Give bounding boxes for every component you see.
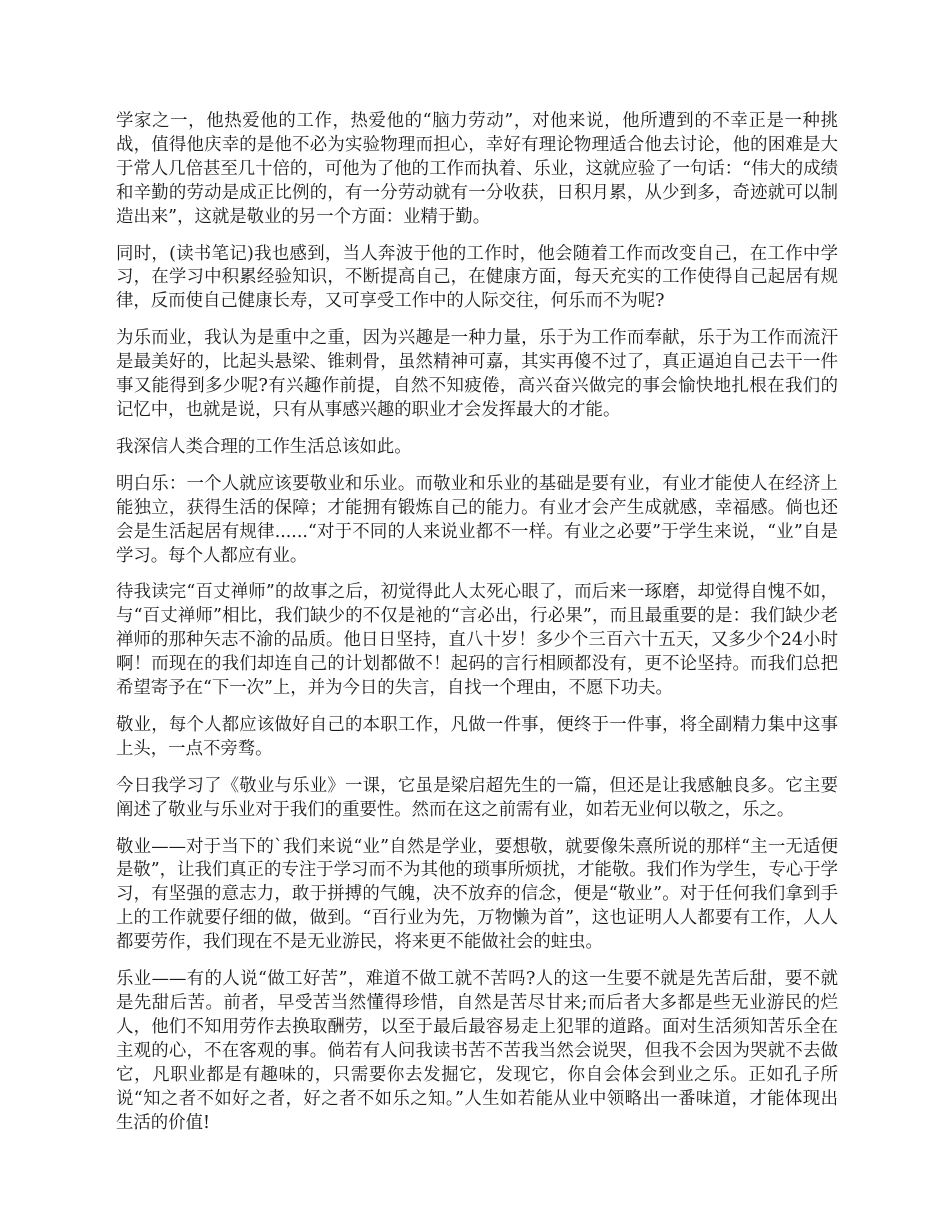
paragraph-9: 敬业——对于当下的`我们来说“业”自然是学业，要想敬，就要像朱熹所说的那样“主一无适便是敬”，让我们真正的专注于学习而不为其他的琐事所烦扰，才能敬。我们作为学生，专心于学习，有坚强的意志力，敢于拼搏的气魄，决不放弃的信念，便是“敬业”。对于任何我们拿到手上的工作就要仔细的做，做到。“百行业为先，万物懒为首”，这也证明人人都要有工作，人人都要劳作，我们现在不是无业游民，将来更不能做社会的蛀虫。 [116,836,838,953]
paragraph-8: 今日我学习了《敬业与乐业》一课，它虽是梁启超先生的一篇，但还是让我感触良多。它主要阐述了敬业与乐业对于我们的重要性。然而在这之前需有业，如若无业何以敬之，乐之。 [116,775,838,820]
paragraph-3: 为乐而业，我认为是重中之重，因为兴趣是一种力量，乐于为工作而奉献，乐于为工作而流汗是最美好的，比起头悬梁、锥刺骨，虽然精神可嘉，其实再傻不过了，真正逼迫自己去干一件事又能得到多少呢?有兴趣作前提，自然不知疲倦，高兴奋兴做完的事会愉快地扎根在我们的记忆中，也就是说，只有从事感兴趣的职业才会发挥最大的才能。 [116,328,838,420]
paragraph-2: 同时，(读书笔记)我也感到，当人奔波于他的工作时，他会随着工作而改变自己，在工作中学习，在学习中积累经验知识，不断提高自己，在健康方面，每天充实的工作使得自己起居有规律，反而使自己健康长寿，又可享受工作中的人际交往，何乐而不为呢? [116,243,838,312]
document-body [116,110,838,1148]
paragraph-10: 乐业——有的人说“做工好苦”，难道不做工就不苦吗?人的这一生要不就是先苦后甜，要不就是先甜后苦。前者，早受苦当然懂得珍惜，自然是苦尽甘来;而后者大多都是些无业游民的烂人，他们不知用劳作去换取酬劳，以至于最后最容易走上犯罪的道路。面对生活须知苦乐全在主观的心，不在客观的事。倘若有人问我读书苦不苦我当然会说哭，但我不会因为哭就不去做它，凡职业都是有趣味的，只需要你去发掘它，发现它，你自会体会到业之乐。正如孔子所说“知之者不如好之者，好之者不如乐之知。”人生如若能从业中领略出一番味道，才能体现出生活的价值! [116,969,838,1133]
paragraph-6: 待我读完“百丈禅师”的故事之后，初觉得此人太死心眼了，而后来一琢磨，却觉得自愧不如，与“百丈禅师”相比，我们缺少的不仅是祂的“言必出，行必果”，而且最重要的是：我们缺少老禅师的那种矢志不渝的品质。他日日坚持，直八十岁！多少个三百六十五天，又多少个24小时啊！而现在的我们却连自己的计划都做不！起码的言行相顾都没有，更不论坚持。而我们总把希望寄予在“下一次”上，并为今日的失言，自找一个理由，不愿下功夫。 [116,582,838,699]
paragraph-5: 明白乐：一个人就应该要敬业和乐业。而敬业和乐业的基础是要有业，有业才能使人在经济上能独立，获得生活的保障；才能拥有锻炼自己的能力。有业才会产生成就感，幸福感。倘也还会是生活起居有规律......“对于不同的人来说业都不一样。有业之必要”于学生来说，“业”自是学习。每个人都应有业。 [116,473,838,566]
paragraph-4: 我深信人类合理的工作生活总该如此。 [116,436,412,457]
paragraph-1: 学家之一，他热爱他的工作，热爱他的“脑力劳动”，对他来说，他所遭到的不幸正是一种挑战，值得他庆幸的是他不必为实验物理而担心，幸好有理论物理适合他去讨论，他的困难是大于常人几倍甚至几十倍的，可他为了他的工作而执着、乐业，这就应验了一句话：“伟大的成绩和辛勤的劳动是成正比例的，有一分劳动就有一分收获，日积月累，从少到多，奇迹就可以制造出来”，这就是敬业的另一个方面：业精于勤。 [116,111,838,227]
paragraph-7: 敬业，每个人都应该做好自己的本职工作，凡做一件事，便终于一件事，将全副精力集中这事上头，一点不旁骛。 [116,714,838,759]
